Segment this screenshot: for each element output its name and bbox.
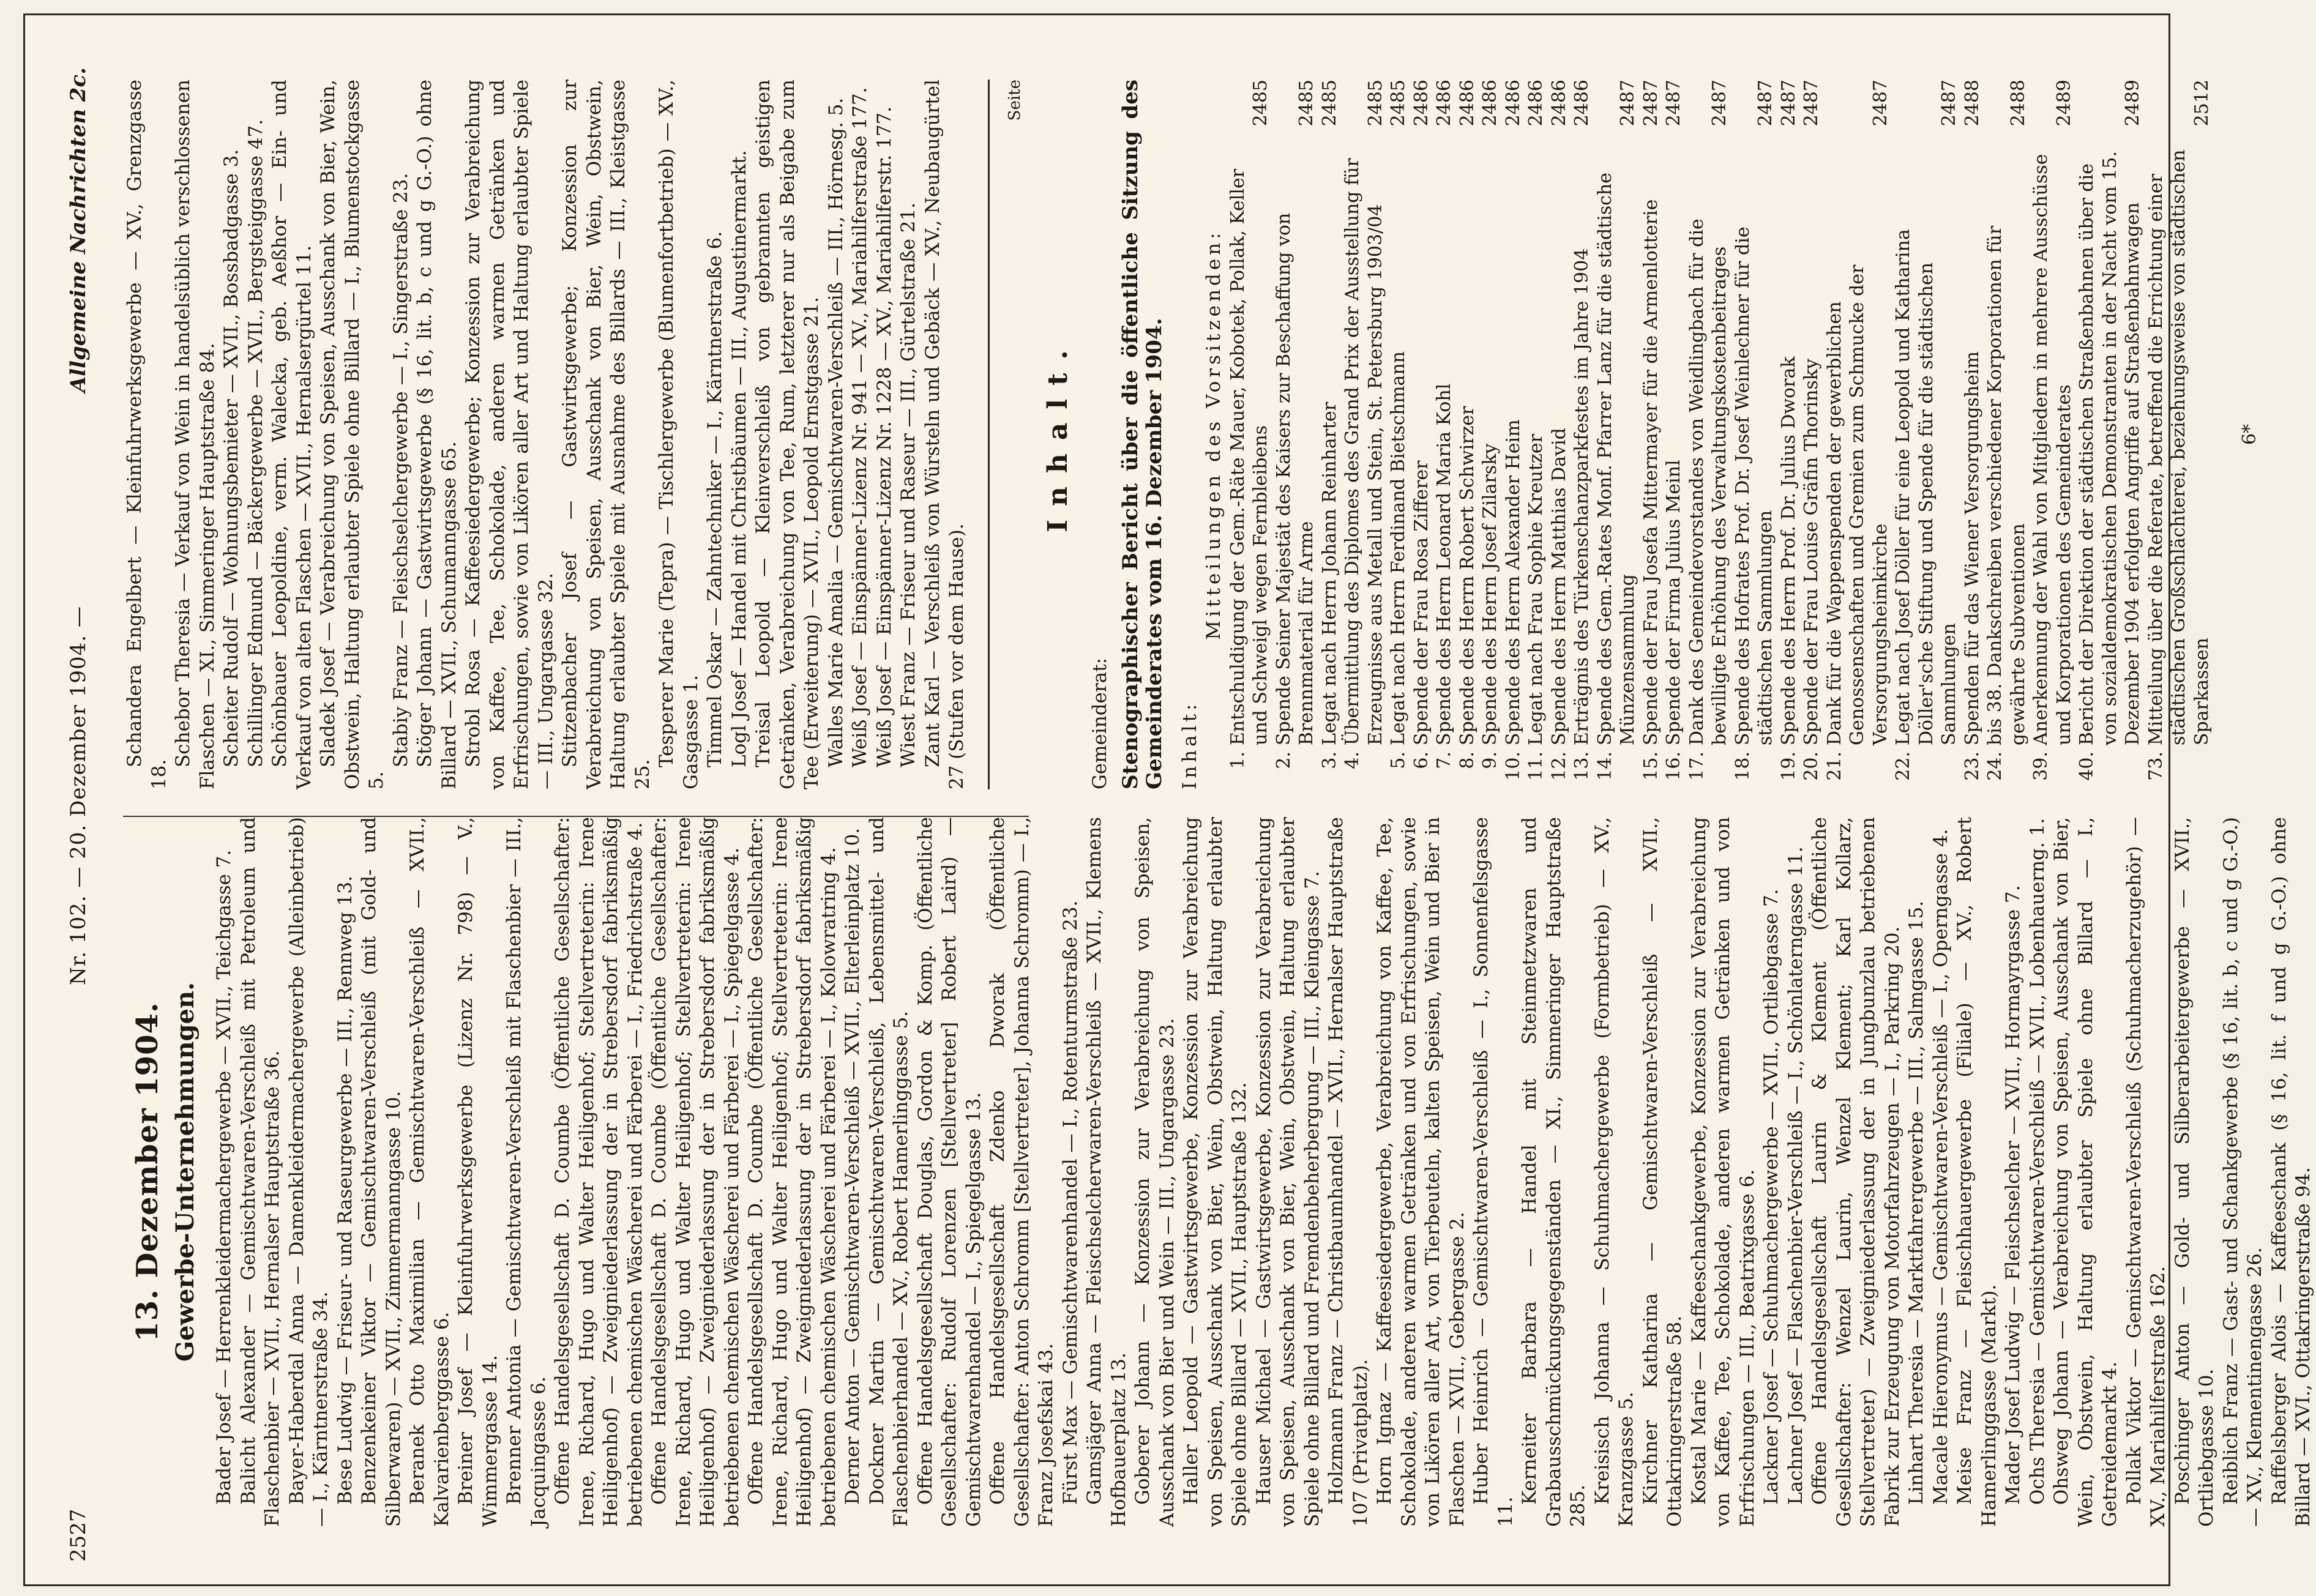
gewerbe-entry: Lackner Josef — Schuhmachergewerbe — XVII., Ortliebgasse 7. [1760, 889, 1782, 1505]
toc-page: 2485 [1296, 80, 1317, 127]
section-divider [988, 80, 990, 789]
toc-text: Dank des Gemeindevorstandes von Weidlingbach für die bewilligte Erhöhung des Verwaltungskostenbeitrages [1686, 218, 1730, 745]
gewerbe-entry: Huber Heinrich — Gemischtwaren-Verschleiß — I., Sonnenfelsgasse 11. [1470, 817, 1517, 1527]
toc-number: 13. [1571, 751, 1593, 781]
gewerbe-entry: Offene Handelsgesellschaft D. Coumbe (Öffentliche Gesellschafter: Irene, Richard, Hugo und Walter Heiligenhof; Stellvertreterin: Irene Heiligenhof) — Zweigniederlassung der in Strebersdorf fabriksmäßig betriebenen chemischen Wäscherei und Färberei — I., Kolowratring 4. [745, 817, 840, 1527]
toc-text: Spende des Herrn Alexander Heim [1502, 419, 1524, 745]
gewerbe-entry: Offene Handelsgesellschaft Laurin & Klement (Öffentliche Gesellschafter: Wenzel Laurin, Wenzel Klement; Karl Kollarz, Stellvertreter) — Zweigniederlassung der in Jungbunzlau betriebenen Fabrik zur Erzeugung von Motorfahrzeugen — I., Parkring 20. [1809, 817, 1903, 1527]
toc-page: 2488 [2007, 80, 2029, 127]
toc-number: 24. [1984, 751, 2006, 781]
toc-page: 2485 [1250, 80, 1271, 127]
gewerbe-entry: Benzenkeiner Viktor — Gemischtwaren-Verschleiß (mit Gold- und Silberwaren) — XVII., Zimmermanngasse 10. [358, 817, 405, 1527]
toc-text: Spende des Herrn Josef Zilarsky [1479, 443, 1501, 745]
toc-row [1800, 80, 1823, 789]
toc-page: 2486 [1410, 80, 1432, 127]
gewerbe-entry: Logl Josef — Handel mit Christbäumen — III., Augustinermarkt. [728, 150, 750, 767]
toc-text: Legat nach Frau Sophie Kreutzer [1525, 434, 1547, 745]
gewerbe-entry: Stöger Johann — Gastwirtsgewerbe (§ 16, lit. b, c und g G.-O.) ohne Billard — XVII., Schumanngasse 65. [414, 80, 460, 789]
gewerbe-entry: Kostal Marie — Kaffeeschankgewerbe, Konzession zur Verabreichung von Kaffee, Tee, Schokolade, anderen warmen Getränken und von Erfrischungen — III., Beatrixgasse 6. [1687, 817, 1758, 1527]
toc-row [1662, 80, 1686, 789]
toc-text: Anerkennung der Wahl von Mitgliedern in mehrere Ausschüsse und Korporationen des Gemeinderates [2030, 154, 2075, 745]
toc-row [1640, 80, 1663, 789]
toc-row [1456, 80, 1479, 789]
toc-page: 2486 [1525, 80, 1547, 127]
toc-number: 1. [1227, 751, 1249, 769]
gewerbe-entry: Bader Josef — Herrenkleidermachergewerbe — XVII., Teichgasse 7. [213, 849, 235, 1505]
toc-page: 2487 [1801, 80, 1822, 127]
gewerbe-entry: Stabiy Franz — Fleischselchergewerbe — I., Singerstraße 23. [389, 173, 412, 767]
gewerbe-entry: Schönbauer Leopoldine, verm. Walecka, geb. Aeßhor — Ein- und Verkauf von alten Flaschen — XVII., Hernalsergürtel 11. [269, 80, 315, 789]
toc-title: Inhalt. [1042, 337, 1074, 532]
toc-number: 7. [1433, 751, 1455, 769]
gewerbe-entry: Offene Handelsgesellschaft Douglas, Gordon & Komp. (Öffentliche Gesellschafter: Rudolf Lorenzen [Stellvertreter] Robert Laird) — Gemischtwarenhandel — I., Spiegelgasse 13. [914, 817, 985, 1527]
issue-line: Nr. 102. — 20. Dezember 1904. — [66, 606, 91, 985]
gewerbe-entry: Gamsjäger Anna — Fleischselcherwaren-Verschleiß — XVII., Klemens Hofbauerplatz 13. [1083, 817, 1130, 1527]
gewerbe-entry: Offene Handelsgesellschaft D. Coumbe (Öffentliche Gesellschafter: Irene, Richard, Hugo und Walter Heiligenhof; Stellvertreterin: Irene Heiligenhof) — Zweigniederlassung der in Strebersdorf fabriksmäßig betriebenen chemischen Wäscherei und Färberei — I., Friedrichstraße 4. [551, 817, 646, 1527]
date-title: 13. Dezember 1904. [130, 1002, 165, 1342]
toc-row [1686, 80, 1731, 789]
right-entry-list [123, 80, 969, 789]
column-divider [123, 816, 1029, 817]
toc-row [1387, 80, 1410, 789]
left-column [123, 817, 2314, 1527]
toc-number: 14. [1594, 751, 1616, 781]
toc-page: 2488 [1961, 80, 1983, 127]
toc-number: 40. [2076, 751, 2097, 781]
gewerbe-entry: Weiß Josef — Einspänner-Lizenz Nr. 941 — XV., Mariahilferstraße 177. [849, 87, 871, 767]
toc-text: Spende des Herrn Prof. Dr. Julius Dworak [1777, 356, 1799, 745]
toc-number: 11. [1525, 751, 1547, 781]
left-entry-list [212, 817, 2316, 1527]
gewerbe-entry: Ohsweg Johann — Verabreichung von Speisen, Ausschank von Bier, Wein, Obstwein, Haltung erlaubter Spiele ohne Billard — I., Getreidemarkt 4. [2050, 817, 2121, 1527]
gewerbe-entry: Breiner Josef — Kleinfuhrwerksgewerbe (Lizenz Nr. 798) — V., Wimmergasse 14. [455, 817, 501, 1527]
toc-text: Übermittlung des Diplomes des Grand Prix der Ausstellung für Erzeugnisse aus Metall und Stein, St. Petersburg 1903/04 [1342, 158, 1386, 745]
toc-page: 2487 [1640, 80, 1662, 127]
toc-text: bis 38. Dankschreiben verschiedener Korporationen für gewährte Subventionen [1984, 225, 2029, 745]
toc-row [2030, 80, 2075, 789]
toc-number: 2. [1272, 751, 1294, 769]
page-header [31, 12, 99, 1579]
gewerbe-entry: Offene Handelsgesellschaft Zdenko Dworak (Öffentliche Gesellschafter: Anton Schromm [Stellvertreter], Johanna Schromm) — I., Franz Josefskai 43. [987, 817, 1057, 1527]
newspaper-page [23, 13, 2314, 1586]
toc-number: 17. [1686, 751, 1708, 781]
gewerbe-entry: Bayer-Haberdal Anna — Damenkleidermachergewerbe (Alleinbetrieb) — I., Kärntnerstraße 34. [285, 817, 332, 1527]
toc-number: 23. [1961, 751, 1983, 781]
gewerbe-entry: Derner Anton — Gemischtwaren-Verschleiß — XVII., Elterleinplatz 10. [842, 827, 864, 1505]
gewerbe-entry: Treisal Leopold — Kleinverschleiß von gebrannten geistigen Getränken, Verabreichung von Tee, Rum, letzterer nur als Beigabe zum Tee (Erweiterung) — XVII., Leopold Ernstgasse 21. [752, 80, 823, 789]
toc-page: 2489 [2122, 80, 2143, 127]
toc-number: 20. [1801, 751, 1822, 781]
gewerbe-entry: Schillinger Edmund — Bäckergewerbe — XVII., Bergsteiggasse 47. [244, 119, 267, 767]
toc-text: Spende der Frau Rosa Zifferer [1410, 460, 1432, 745]
gewerbe-entry: Tesperer Marie (Tepra) — Tischlergewerbe (Blumenfortbetrieb) — XV., Gasgasse 1. [656, 80, 702, 789]
gewerbe-entry: Beranek Otto Maximilian — Gemischtwaren-Verschleiß — XVII., Kalvarienberggasse 6. [406, 817, 453, 1527]
gewerbe-entry: Kirchner Katharina — Gemischtwaren-Verschleiß — XVII., Ottakringerstraße 58. [1639, 817, 1686, 1527]
mitteilungen-label: Mitteilungen des Vorsitzenden: [1203, 229, 1225, 640]
toc-text: Spende des Herrn Robert Schwirzer [1456, 406, 1478, 745]
gewerbe-entry: Kreisisch Johanna — Schuhmachergewerbe (Formbetrieb) — XV., Kranzgasse 5. [1591, 817, 1637, 1527]
toc-text: Erträgnis des Türkenschanzparkfestes im Jahre 1904 [1571, 248, 1593, 745]
toc-text: Spende des Hofrates Prof. Dr. Josef Weinlechner für die städtischen Sammlungen [1731, 226, 1776, 745]
toc-row [1318, 80, 1342, 789]
gewerbe-entry: Horn Ignaz — Kaffeesiedergewerbe, Verabreichung von Kaffee, Tee, Schokolade, anderen warmen Getränken und von Erfrischungen, sowie von Likören aller Art, von Tierbeuteln, kalten Speisen, Wein und Bier in Flaschen — XVII., Gebergasse 2. [1373, 817, 1468, 1527]
toc-text: Spenden für das Wiener Versorgungsheim [1961, 351, 1983, 745]
seite-label: Seite [1005, 80, 1024, 121]
toc-number: 73. [2145, 751, 2167, 781]
toc-number: 19. [1777, 751, 1799, 781]
toc-number: 39. [2030, 751, 2052, 781]
gewerbe-entry: Raffelsberger Alois — Kaffeeschank (§ 16, lit. f und g G.-O.) ohne Billard — XVI., Ottakringerstraße 94. [2268, 817, 2314, 1527]
toc-number: 9. [1479, 751, 1501, 769]
toc-row [1984, 80, 2030, 789]
toc-page: 2486 [1456, 80, 1478, 127]
toc-row [1892, 80, 1961, 789]
toc-text: Bericht der Direktion der städtischen Straßenbahnen über die von sozialdemokratischen Demonstranten in der Nacht vom 15. Dezember 1904 erfolgten Angriffe auf Straßenbahnwagen [2076, 151, 2143, 745]
toc-text: Spende des Herrn Leonard Maria Kohl [1433, 383, 1455, 745]
report-title: Stenographischer Bericht über die öffentliche Sitzung des Gemeinderates vom 16. Dezember 1904. [1118, 80, 1167, 789]
toc-page: 2489 [2053, 80, 2075, 127]
toc-page: 2485 [1364, 80, 1386, 127]
gewerbe-entry: Weiß Josef — Einspänner-Lizenz Nr. 1228 — XV., Mariahilferstr. 177. [873, 106, 895, 767]
toc-page: 2486 [1479, 80, 1501, 127]
toc-row [2075, 80, 2145, 789]
toc-row [1410, 80, 1433, 789]
toc-number: 5. [1388, 751, 1409, 769]
gewerbe-entry: Macale Hieronymus — Gemischtwaren-Verschleiß — I., Operngasse 4. [1929, 829, 1952, 1505]
toc-number: 18. [1731, 751, 1754, 781]
gewerbe-entry: Lachner Josef — Flaschenbier-Verschleiß — I., Schönlaterngasse 11. [1784, 846, 1807, 1505]
toc-page: 2487 [1663, 80, 1684, 127]
toc-page: 2486 [1502, 80, 1524, 127]
page-number: 2527 [66, 1508, 91, 1562]
toc-text: Spende des Herrn Matthias David [1548, 428, 1570, 745]
toc-text: Legat nach Josef Döller für eine Leopold und Katharina Döller'sche Stiftung und Spende für die städtischen Sammlungen [1892, 229, 1960, 745]
gewerbe-entry: Zant Karl — Verschleiß von Würsteln und Gebäck — XV., Neubaugürtel 27 (Stufen vor dem Hause). [921, 80, 968, 789]
gewerbe-entry: Hauser Michael — Gastwirtsgewerbe, Konzession zur Verabreichung von Speisen, Ausschank von Bier, Wein, Obstwein, Haltung erlaubter Spiele ohne Billard und Fremdenbeherbergung — III., Kleingasse 7. [1252, 817, 1323, 1527]
gemeinderat-label: Gemeinderat: [1089, 657, 1111, 789]
toc-text: Legat nach Herrn Ferdinand Bietschmann [1388, 351, 1409, 745]
gewerbe-entry: Poschinger Anton — Gold- und Silberarbeitergewerbe — XVII., Ortliebgasse 10. [2171, 817, 2217, 1527]
gewerbe-entry: Reiblich Franz — Gast- und Schankgewerbe (§ 16, lit. b, c und g G.-O.) — XV., Klementinengasse 26. [2219, 817, 2266, 1527]
toc-row [2145, 80, 2214, 789]
rotated-page-content [31, 12, 2314, 1579]
toc-page: 2487 [1755, 80, 1776, 127]
gewerbe-entry: Pollak Viktor — Gemischtwaren-Verschleiß (Schuhmacherzugehör) — XV., Mariahilferstraße 162. [2123, 817, 2169, 1527]
toc-row [1433, 80, 1456, 789]
toc-row [1227, 80, 1272, 789]
footer-mark: 6* [2239, 423, 2260, 446]
toc-row [1272, 80, 1318, 789]
section-title: Gewerbe-Unternehmungen. [171, 982, 200, 1362]
toc-row [1594, 80, 1640, 789]
gewerbe-entry: Stitzenbacher Josef — Gastwirtsgewerbe; Konzession zur Verabreichung von Speisen, Ausschank von Bier, Wein, Obstwein, Haltung erlaubter Spiele mit Ausnahme des Billards — III., Kleistgasse 25. [559, 80, 654, 789]
toc-number: 6. [1410, 751, 1432, 769]
gewerbe-entry: Brenner Antonia — Gemischtwaren-Verschleiß mit Flaschenbier — III., Jacquingasse 6. [503, 817, 550, 1527]
gewerbe-entry: Linhart Theresia — Marktfahrergewerbe — III., Salmgasse 15. [1905, 900, 1927, 1505]
toc-row [1479, 80, 1502, 789]
gewerbe-entry: Mader Josef Ludwig — Fleischselcher — XVII., Hormayrgasse 7. [2002, 885, 2024, 1505]
toc-page: 2485 [1318, 80, 1340, 127]
toc-page: 2512 [2191, 80, 2213, 127]
toc-number: 22. [1892, 751, 1914, 781]
toc-row [1777, 80, 1801, 789]
gewerbe-entry: Kerneiter Barbara — Handel mit Steinmetzwaren und Grabausschmückungsgegenständen — XI., Simmeringer Hauptstraße 285. [1518, 817, 1589, 1527]
toc-text: Spende des Gem.-Rates Monf. Pfarrer Lanz für die städtische Münzensammlung [1594, 173, 1638, 745]
toc-row [1525, 80, 1548, 789]
inhalt-label: Inhalt: [1178, 700, 1201, 789]
toc-row [1961, 80, 1984, 789]
toc-row [1571, 80, 1594, 789]
toc-text: Dank für die Wappenspenden der gewerblichen Genossenschaften und Gremien zum Schmucke der Versorgungsheimkirche [1823, 264, 1891, 745]
gewerbe-entry: Strobl Rosa — Kaffeesiedergewerbe; Konzession zur Verabreichung von Kaffee, Tee, Schokolade, anderen warmen Getränken und Erfrischungen, sowie von Likören aller Art und Haltung erlaubter Spiele — III., Ungargasse 32. [462, 80, 557, 789]
gewerbe-entry: Haller Leopold — Gastwirtsgewerbe, Konzession zur Verabreichung von Speisen, Ausschank von Bier, Wein, Obstwein, Haltung erlaubter Spiele ohne Billard — XVII., Hauptstraße 132. [1180, 817, 1250, 1527]
gewerbe-entry: Schandera Engelbert — Kleinfuhrwerksgewerbe — XV., Grenzgasse 18. [124, 80, 170, 789]
toc-text: Legat nach Herrn Johann Reinharter [1318, 401, 1340, 745]
toc-row [1823, 80, 1892, 789]
toc-number: 15. [1640, 751, 1662, 781]
toc-page: 2487 [1617, 80, 1638, 127]
toc-page: 2485 [1388, 80, 1409, 127]
toc-number: 10. [1502, 751, 1524, 781]
seite-row [1003, 80, 1028, 789]
toc-page: 2486 [1433, 80, 1455, 127]
gewerbe-entry: Offene Handelsgesellschaft D. Coumbe (Öffentliche Gesellschafter: Irene, Richard, Hugo und Walter Heiligenhof; Stellvertreterin: Irene Heiligenhof) — Zweigniederlassung der in Strebersdorf fabriksmäßig betriebenen chemischen Wäscherei und Färberei — I., Spiegelgasse 4. [648, 817, 743, 1527]
toc-number: 8. [1456, 751, 1478, 769]
toc-page: 2486 [1548, 80, 1570, 127]
toc-page: 2487 [1709, 80, 1730, 127]
gewerbe-entry: Ochs Theresia — Gemischtwaren-Verschleiß — XVII., Lobenhauerng. 1. [2026, 818, 2049, 1505]
section-name: Allgemeine Nachrichten 2c. [66, 67, 91, 393]
toc-number: 12. [1548, 751, 1570, 781]
toc-number: 16. [1663, 751, 1684, 781]
toc-page: 2487 [1777, 80, 1799, 127]
toc-page: 2487 [1938, 80, 1960, 127]
toc-text: Entschuldigung der Gem.-Räte Mauer, Kobotek, Pollak, Keller und Schweigl wegen Fernbleibens [1227, 168, 1271, 745]
gewerbe-entry: Scheiter Rudolf — Wohnungsbemieter — XVII., Bossbadgasse 3. [220, 149, 242, 767]
gewerbe-entry: Holzmann Franz — Christbaumhandel — XVII., Hernalser Hauptstraße 107 (Privatplatz). [1325, 817, 1372, 1527]
gewerbe-entry: Bese Ludwig — Friseur- und Raseurgewerbe — III., Rennweg 13. [334, 875, 356, 1505]
gewerbe-entry: Balicht Alexander — Gemischtwaren-Verschleiß mit Petroleum und Flaschenbier — XVII., Hernalser Hauptstraße 36. [237, 817, 283, 1527]
toc-page: 2487 [1869, 80, 1891, 127]
gewerbe-entry: Wiest Franz — Friseur und Raseur — III., Gürtelstraße 21. [897, 202, 919, 767]
toc-text: Spende der Firma Julius Meinl [1663, 460, 1684, 745]
toc-text: Spende der Frau Josefa Mittermayer für die Armenlotterie [1640, 199, 1662, 745]
toc-text: Spende der Frau Louise Gräfin Thorinsky [1801, 359, 1822, 745]
toc-number: 4. [1342, 751, 1363, 769]
gewerbe-entry: Walles Marie Amalia — Gemischtwaren-Verschleiß — III., Hörnesg. 5. [824, 97, 847, 767]
toc-row [1731, 80, 1777, 789]
toc-row [1341, 80, 1387, 789]
toc-text: Spende Seiner Majestät des Kaisers zur Beschaffung von Brennmaterial für Arme [1272, 212, 1317, 745]
toc-text: Mitteilung über die Referate, betreffend die Errichtung einer städtischen Großschlächterei, beziehungsweise von städtischen Sparkassen [2145, 149, 2213, 745]
gewerbe-entry: Schebor Theresia — Verkauf von Wein in handelsüblich verschlossenen Flaschen — XI., Simmeringer Hauptstraße 84. [172, 80, 219, 789]
toc-page: 2486 [1571, 80, 1593, 127]
gewerbe-entry: Dockner Martin — Gemischtwaren-Verschleiß, Lebensmittel- und Flaschenbierhandel — XV., Robert Hamerlinggasse 5. [865, 817, 912, 1527]
gewerbe-entry: Fürst Max — Gemischtwarenhandel — I., Rotenturmstraße 23. [1059, 900, 1081, 1505]
right-column [123, 80, 2260, 789]
gewerbe-entry: Sladek Josef — Verabreichung von Speisen, Ausschank von Bier, Wein, Obstwein, Haltung erlaubter Spiele ohne Billard — I., Blumenstockgasse 5. [317, 80, 387, 789]
toc-number: 21. [1823, 751, 1845, 781]
gewerbe-entry: Meise Franz — Fleischhauergewerbe (Filiale) — XV., Robert Hamerlinggasse (Markt). [1954, 817, 2000, 1527]
toc-table [1227, 80, 2214, 789]
toc-row [1548, 80, 1571, 789]
gewerbe-entry: Timmel Oskar — Zahntechniker — I., Kärntnerstraße 6. [704, 231, 726, 767]
toc-number: 3. [1318, 751, 1340, 769]
gewerbe-entry: Goberer Johann — Konzession zur Verabreichung von Speisen, Ausschank von Bier und Wein — III., Ungargasse 23. [1132, 817, 1178, 1527]
toc-row [1502, 80, 1525, 789]
